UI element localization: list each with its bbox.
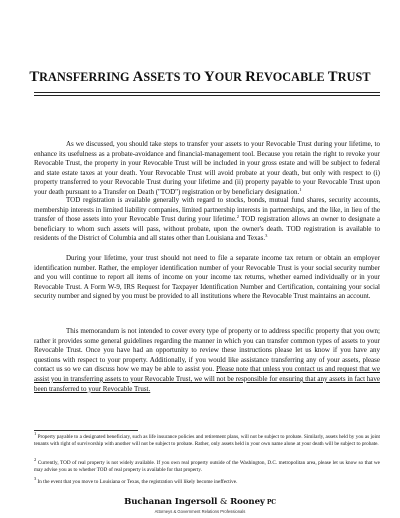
title-part: OUR — [214, 70, 246, 84]
footnote-number: 3 — [34, 476, 37, 481]
paragraph-income-tax — [34, 254, 380, 302]
title-initial: T — [327, 69, 338, 85]
footnote-text: Property payable to a designated beneficiary, such as life insurance policies and retirement plans, will not be subject to probate. Similarly, assets held by you as joint tenants with right of survivorship with another will not be subject to probate. Rather, only assets held in your own name alone at your death will be subject to probate. — [34, 434, 380, 448]
footnote-text: Currently, TOD of real property is not widely available. If you own real property outside of the Washington, D.C. metropolitan area, please let us know so that we may advise you as to whether TOD of real property is available for that property. — [34, 460, 380, 474]
title-rule-bottom — [34, 95, 380, 96]
title-part: RUST — [337, 70, 371, 84]
firm-suffix: PC — [264, 499, 276, 506]
footnote-ref[interactable]: 1 — [299, 186, 302, 192]
title-part: RANSFERRING — [39, 70, 133, 84]
title-initial: R — [245, 69, 256, 85]
paragraph-text: During your lifetime, your trust should not need to file a separate income tax return or obtain an employer identification number. Rather, the employer identification number of your Revocable Trust is your social security number and you will continue to report all items of income on your income tax returns, whether earned individually or in your Revocable Trust. A Form W-9, IRS Request for Taxpayer Identification Number and Certification, containing your social security number and signed by you must be provided to all institutions where the Revocable Trust maintains an account. — [34, 254, 380, 301]
footnote-separator — [34, 430, 138, 431]
title-initial: A — [132, 69, 144, 85]
page-title — [0, 69, 400, 86]
firm-ampersand: & — [217, 497, 231, 507]
footnote-number: 1 — [34, 431, 37, 436]
paragraph-intro — [34, 140, 380, 198]
footnote-text: In the event that you move to Louisiana or Texas, the registration will likely become ineffective. — [36, 479, 238, 485]
title-rule-top — [34, 92, 380, 93]
paragraph-memorandum-scope — [34, 327, 380, 394]
firm-logo — [0, 497, 400, 507]
title-part: EVOCABLE — [255, 70, 328, 84]
footnote-3 — [34, 476, 380, 486]
firm-tagline: Attorneys & Government Relations Professionals — [154, 509, 246, 514]
paragraph-text: TOD registration allows an owner to designate a beneficiary to whom such assets will pass, without probate, upon the owner's death. TOD registration is available to residents of the District of Columbia and all states other than Louisiana and Texas. — [34, 215, 381, 243]
footnote-1 — [34, 431, 380, 449]
paragraph-text: As we discussed, you should take steps to transfer your assets to your Revocable Trust during your lifetime, to enhance its usefulness as a probate-avoidance and financial-management tool. Because you retain the right to revoke your Revocable Trust, the property in your Revocable Trust will be included in your gross estate and will be subject to federal and state estate taxes at your death. Your Revocable Trust will avoid probate at your death, but only with respect to (i) property transferred to your Revocable Trust during your lifetime and (ii) property payable to your Revocable Trust upon your death pursuant to a Transfer on Death ("TOD") registration or by beneficiary designation. — [34, 140, 380, 196]
footnote-2 — [34, 457, 380, 475]
footnote-number: 2 — [34, 457, 37, 462]
footnote-ref[interactable]: 3 — [265, 233, 268, 239]
firm-name-part: Rooney — [230, 497, 265, 507]
paragraph-text: TOD registration is available generally with regard to stocks, bonds, mutual fund shares, security accounts, membership interests in limited liability companies, limited partnership interests in partnerships, and the like, in lieu of the transfer of those assets into your Revocable Trust during your lifetime. — [34, 196, 380, 224]
title-initial: T — [29, 69, 40, 85]
title-part: SSETS TO — [143, 70, 205, 84]
title-initial: Y — [204, 69, 215, 85]
paragraph-underlined-notice: Please note that unless you contact us and request that we assist you in transferring assets to your Revocable Trust, we will not be responsible for ensuring that any assets in fact have been transferred to your Revocable Trust. — [34, 365, 380, 393]
paragraph-tod-registration — [34, 196, 380, 244]
firm-name-part: Buchanan Ingersoll — [124, 497, 218, 507]
footnote-ref[interactable]: 2 — [236, 214, 239, 220]
paragraph-text: This memorandum is not intended to cover every type of property or to address specific property that you own; rather it provides some general guidelines regarding the manner in which you can transfer common types of assets to your Revocable Trust. Once you have had an opportunity to review these instructions please let us know if you have any questions with respect to your property. Additionally, if you would like assistance transferring any of your assets, please contact us so we can discuss how we may be able to assist you. — [34, 327, 380, 374]
